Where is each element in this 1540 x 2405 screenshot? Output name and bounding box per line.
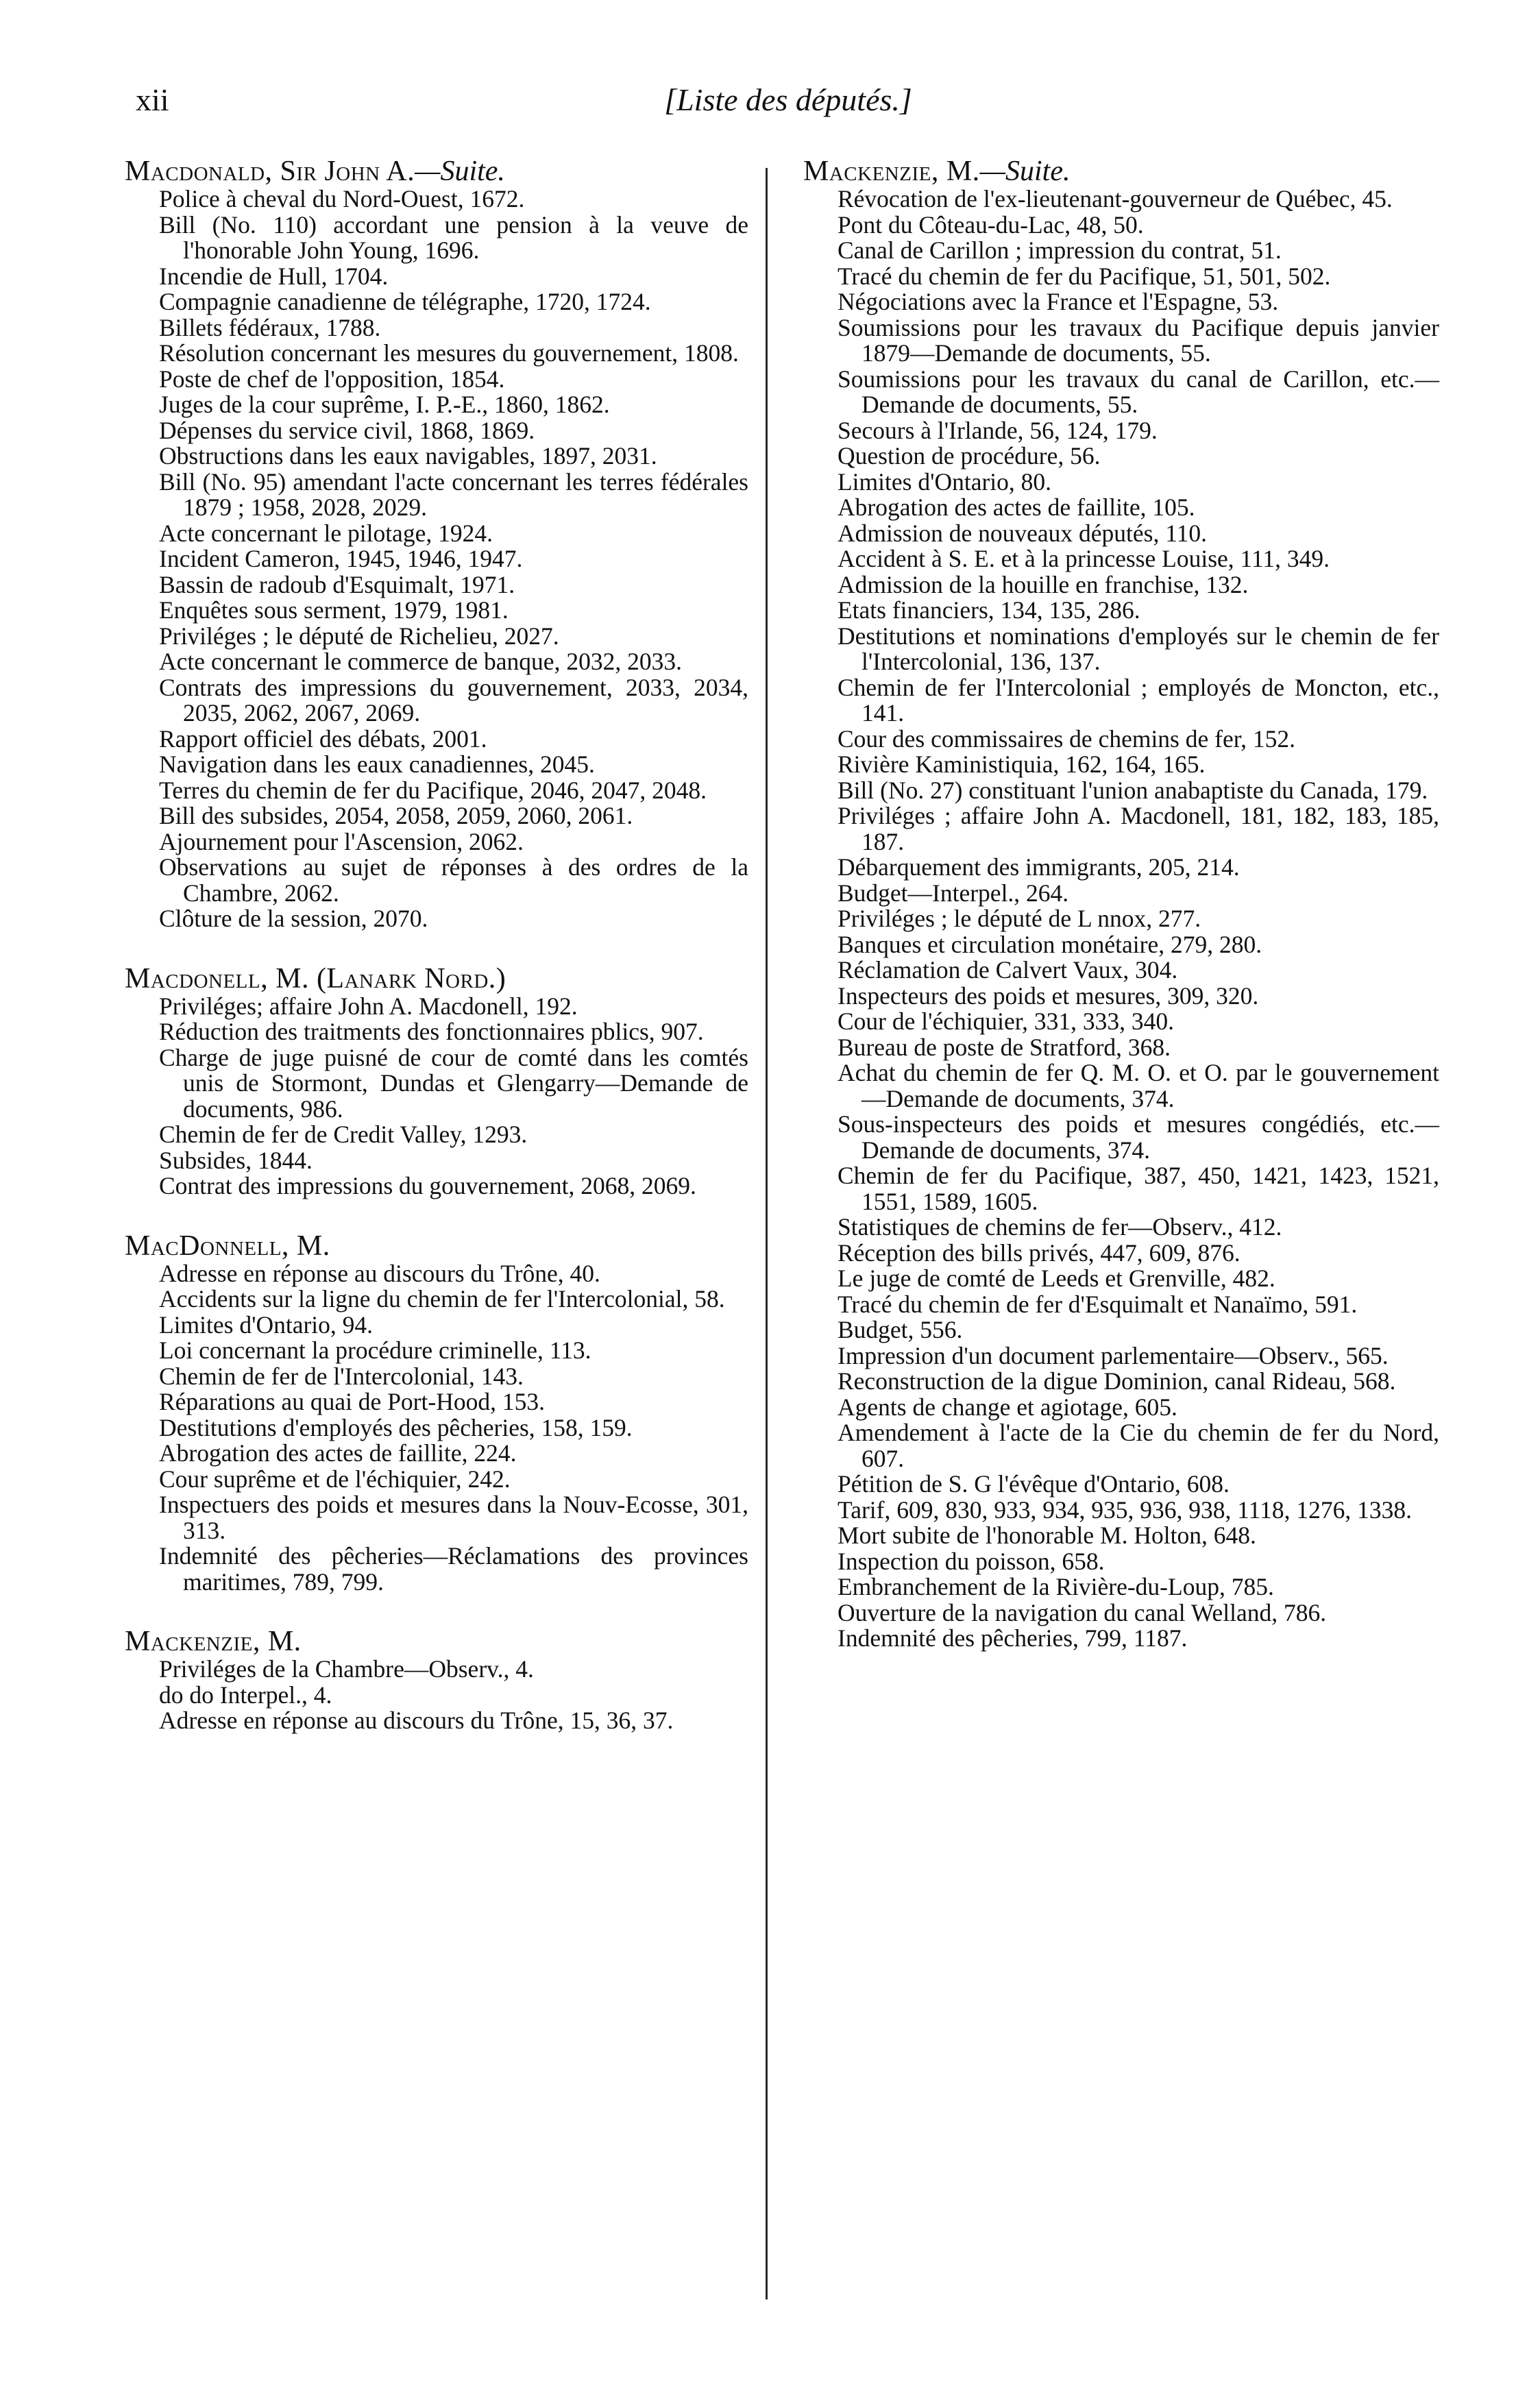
index-entry: Terres du chemin de fer du Pacifique, 2046, 2047, 2048. [159,776,707,804]
index-entry: Embranchement de la Rivière-du-Loup, 785. [838,1573,1274,1600]
index-entry: Enquêtes sous serment, 1979, 1981. [159,596,509,624]
index-entry: Destitutions et nominations d'employés sur le chemin de fer l'Intercolonial, 136, 137. [838,622,1439,675]
index-entry: Abrogation des actes de faillite, 105. [838,493,1195,521]
index-entry: Incendie de Hull, 1704. [159,262,389,290]
index-entry: Mort subite de l'honorable M. Holton, 648. [838,1522,1256,1549]
index-entry: Ajournement pour l'Ascension, 2062. [159,827,524,855]
index-entry: Inspection du poisson, 658. [838,1547,1105,1575]
index-entry: Réception des bills privés, 447, 609, 876. [838,1238,1240,1267]
index-entry: Billets fédéraux, 1788. [159,313,381,341]
member-heading [796,156,1439,186]
right-column [796,156,1439,1652]
index-entry: Réclamation de Calvert Vaux, 304. [838,956,1178,984]
index-entry: Cour suprême et de l'échiquier, 242. [159,1465,511,1493]
index-entry: Réparations au quai de Port-Hood, 153. [159,1388,545,1415]
index-entry: Obstructions dans les eaux navigables, 1897, 2031. [159,442,657,469]
column-divider [766,168,768,2299]
index-entry: Contrats des impressions du gouvernement, 2033, 2034, 2035, 2062, 2067, 2069. [159,673,748,727]
index-entry: do do Interpel., 4. [159,1681,332,1709]
index-entry: Cour des commissaires de chemins de fer, 152. [838,724,1295,753]
index-entry: Police à cheval du Nord-Ouest, 1672. [159,185,525,212]
index-entry: Impression d'un document parlementaire—Observ., 565. [838,1341,1389,1369]
index-entry: Contrat des impressions du gouvernement, 2068, 2069. [159,1172,696,1199]
index-entry: Reconstruction de la digue Dominion, canal Rideau, 568. [838,1367,1396,1395]
index-entry: Incident Cameron, 1945, 1946, 1947. [159,545,523,572]
index-entry: Débarquement des immigrants, 205, 214. [838,853,1240,881]
page-number: xii [136,82,169,117]
index-entry: Pont du Côteau-du-Lac, 48, 50. [838,210,1144,239]
index-entry: Acte concernant le pilotage, 1924. [159,519,493,547]
index-entry: Négociations avec la France et l'Espagne, 53. [838,288,1279,315]
index-entry: Révocation de l'ex-lieutenant-gouverneur de Québec, 45. [838,185,1393,212]
index-entry: Cour de l'échiquier, 331, 333, 340. [838,1008,1175,1035]
index-entry: Navigation dans les eaux canadiennes, 2045. [159,750,595,778]
index-entry: Indemnité des pêcheries, 799, 1187. [838,1624,1188,1652]
continuation-label: —Suite. [979,156,1071,187]
index-entry: Clôture de la session, 2070. [159,905,428,932]
index-entry: Tracé du chemin de fer du Pacifique, 51, 501, 502. [838,262,1331,290]
index-entry: Statistiques de chemins de fer—Observ., 412. [838,1213,1282,1241]
index-entry: Tarif, 609, 830, 933, 934, 935, 936, 938, 1118, 1276, 1338. [838,1496,1412,1524]
continuation-label: —Suite. [415,156,505,187]
index-entry: Acte concernant le commerce de banque, 2032, 2033. [159,648,682,675]
index-entry: Accidents sur la ligne du chemin de fer l'Intercolonial, 58. [159,1285,725,1313]
member-heading [118,156,748,186]
index-entry: Soumissions pour les travaux du canal de Carillon, etc.—Demande de documents, 55. [838,365,1439,418]
index-entry: Résolution concernant les mesures du gouvernement, 1808. [159,339,739,367]
index-entry: Pétition de S. G l'évêque d'Ontario, 608. [838,1470,1230,1498]
index-entry: Accident à S. E. et à la princesse Louise, 111, 349. [838,545,1330,572]
running-head: [Liste des députés.] [664,82,912,117]
index-entry: Destitutions d'employés des pêcheries, 158, 159. [159,1413,633,1441]
member-name: Mackenzie, M. [803,156,980,187]
index-entry: Inspecteurs des poids et mesures, 309, 320. [838,981,1259,1010]
index-entry: Priviléges ; le député de L nnox, 277. [838,905,1201,932]
member-heading [118,964,748,994]
index-entry: Compagnie canadienne de télégraphe, 1720, 1724. [159,288,651,315]
index-entry: Charge de juge puisné de cour de comté dans les comtés unis de Stormont, Dundas et Glengarry—Demande de documents, 986. [159,1043,748,1123]
index-entry: Poste de chef de l'opposition, 1854. [159,365,505,393]
member-name: Macdonell, M. (Lanark Nord.) [125,962,506,994]
index-entry: Ouverture de la navigation du canal Welland, 786. [838,1598,1327,1626]
index-entry: Adresse en réponse au discours du Trône, 40. [159,1259,600,1287]
index-entry: Priviléges ; affaire John A. Macdonell, 181, 182, 183, 185, 187. [838,802,1439,855]
index-entry: Tracé du chemin de fer d'Esquimalt et Nanaïmo, 591. [838,1290,1358,1318]
left-column [118,156,748,1734]
index-entry: Bill (No. 27) constituant l'union anabaptiste du Canada, 179. [838,776,1428,804]
index-entry: Bill des subsides, 2054, 2058, 2059, 2060, 2061. [159,802,633,829]
index-entry: Inspectuers des poids et mesures dans la Nouv-Ecosse, 301, 313. [159,1491,748,1544]
index-entry: Le juge de comté de Leeds et Grenville, 482. [838,1265,1275,1292]
index-entry: Banques et circulation monétaire, 279, 280. [838,930,1262,958]
index-entry: Dépenses du service civil, 1868, 1869. [159,416,535,444]
index-entry: Loi concernant la procédure criminelle, 113. [159,1336,591,1364]
index-entry: Budget, 556. [838,1316,963,1343]
member-name: MacDonnell, M. [125,1230,330,1262]
index-entry: Etats financiers, 134, 135, 286. [838,596,1140,624]
index-entry: Question de procédure, 56. [838,442,1101,469]
index-entry: Limites d'Ontario, 80. [838,467,1052,496]
index-entry: Achat du chemin de fer Q. M. O. et O. par le gouvernement—Demande de documents, 374. [838,1059,1439,1112]
member-heading [118,1231,748,1261]
index-entry: Budget—Interpel., 264. [838,879,1069,907]
index-entry: Rapport officiel des débats, 2001. [159,724,487,753]
index-entry: Abrogation des actes de faillite, 224. [159,1439,517,1467]
index-entry: Agents de change et agiotage, 605. [838,1393,1177,1421]
member-name: Macdonald, Sir John A. [125,156,415,187]
index-entry: Chemin de fer l'Intercolonial ; employés de Moncton, etc., 141. [838,673,1439,727]
index-entry: Subsides, 1844. [159,1146,313,1174]
index-entry: Bureau de poste de Stratford, 368. [838,1033,1171,1061]
index-entry: Bill (No. 95) amendant l'acte concernant les terres fédérales 1879 ; 1958, 2028, 2029. [159,467,748,521]
index-entry: Rivière Kaministiquia, 162, 164, 165. [838,750,1206,778]
index-entry: Bassin de radoub d'Esquimalt, 1971. [159,570,515,598]
index-entry: Admission de nouveaux députés, 110. [838,519,1208,547]
index-entry: Priviléges de la Chambre—Observ., 4. [159,1655,534,1683]
index-entry: Amendement à l'acte de la Cie du chemin de fer du Nord, 607. [838,1419,1439,1472]
index-entry: Bill (No. 110) accordant une pension à la veuve de l'honorable John Young, 1696. [159,210,748,264]
index-entry: Limites d'Ontario, 94. [159,1310,374,1339]
index-entry: Priviléges ; le député de Richelieu, 2027. [159,622,559,650]
index-entry: Chemin de fer du Pacifique, 387, 450, 1421, 1423, 1521, 1551, 1589, 1605. [838,1162,1439,1215]
index-entry: Observations au sujet de réponses à des ordres de la Chambre, 2062. [159,853,748,907]
index-entry: Sous-inspecteurs des poids et mesures congédiés, etc.—Demande de documents, 374. [838,1110,1439,1164]
member-heading [118,1626,748,1657]
index-entry: Réduction des traitments des fonctionnaires pblics, 907. [159,1018,704,1045]
index-entry: Juges de la cour suprême, I. P.-E., 1860, 1862. [159,391,610,418]
index-entry: Chemin de fer de Credit Valley, 1293. [159,1121,528,1148]
index-entry: Chemin de fer de l'Intercolonial, 143. [159,1362,524,1390]
index-entry: Adresse en réponse au discours du Trône, 15, 36, 37. [159,1707,674,1734]
index-entry: Indemnité des pêcheries—Réclamations des provinces maritimes, 789, 799. [159,1542,748,1596]
index-entry: Canal de Carillon ; impression du contrat, 51. [838,236,1282,264]
index-entry: Soumissions pour les travaux du Pacifique depuis janvier 1879—Demande de documents, 55. [838,313,1439,367]
member-name: Mackenzie, M. [125,1626,302,1657]
index-entry: Priviléges; affaire John A. Macdonell, 192. [159,992,578,1020]
index-entry: Admission de la houille en franchise, 132. [838,570,1249,598]
index-entry: Secours à l'Irlande, 56, 124, 179. [838,416,1158,444]
